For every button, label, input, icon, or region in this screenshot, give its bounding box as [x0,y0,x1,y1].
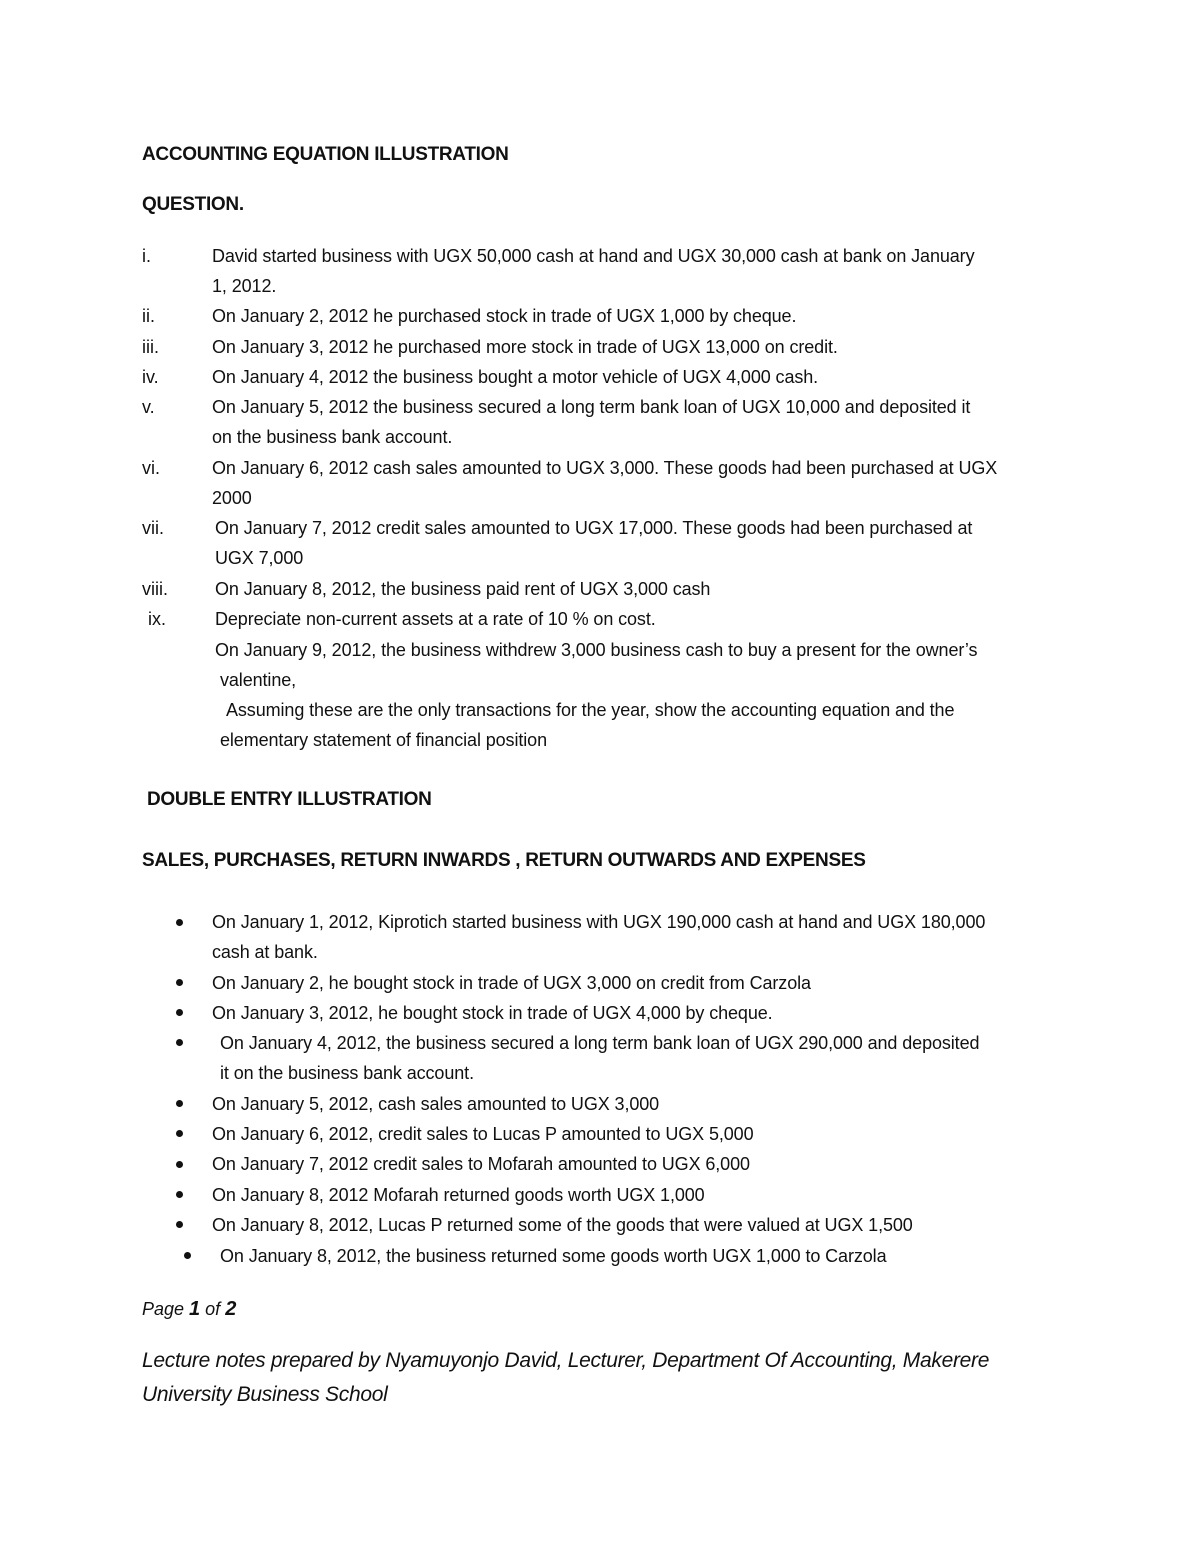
list-numeral: v. [142,397,155,417]
list-numeral: vii. [142,518,164,538]
list-item: On January 3, 2012 he purchased more stock in trade of UGX 13,000 on credit. [212,337,838,357]
list-item: it on the business bank account. [220,1063,474,1083]
bullet-icon [176,1191,183,1198]
page-total: 2 [225,1298,237,1320]
list-item: On January 8, 2012, the business paid rent of UGX 3,000 cash [215,579,711,599]
bullet-icon [176,919,183,926]
bullet-icon [176,1100,183,1107]
list-item: On January 6, 2012 cash sales amounted to UGX 3,000. These goods had been purchased at UGX [212,458,998,478]
page-of-label: of [200,1299,226,1319]
bullet-icon [176,1130,183,1137]
list-item: On January 4, 2012 the business bought a motor vehicle of UGX 4,000 cash. [212,367,819,387]
paragraph-line: valentine, [220,670,297,690]
list-item: On January 5, 2012 the business secured a long term bank loan of UGX 10,000 and deposited it [212,397,971,417]
list-item: On January 5, 2012, cash sales amounted to UGX 3,000 [212,1094,660,1114]
heading-sales-purchases: SALES, PURCHASES, RETURN INWARDS , RETURN OUTWARDS AND EXPENSES [142,850,866,871]
page-label: Page [142,1299,190,1319]
list-item: On January 6, 2012, credit sales to Lucas P amounted to UGX 5,000 [212,1124,754,1144]
list-numeral: i. [142,246,151,266]
bullet-icon [176,1009,183,1016]
heading-question: QUESTION. [142,194,244,215]
list-item: On January 2, he bought stock in trade of UGX 3,000 on credit from Carzola [212,973,811,993]
list-item: On January 1, 2012, Kiprotich started business with UGX 190,000 cash at hand and UGX 180,000 [212,912,986,932]
heading-accounting-equation: ACCOUNTING EQUATION ILLUSTRATION [142,144,509,165]
list-item: On January 3, 2012, he bought stock in trade of UGX 4,000 by cheque. [212,1003,773,1023]
paragraph-line: elementary statement of financial position [220,730,547,750]
list-numeral: iv. [142,367,159,387]
heading-double-entry: DOUBLE ENTRY ILLUSTRATION [147,789,432,810]
list-item: David started business with UGX 50,000 cash at hand and UGX 30,000 cash at bank on January [212,246,975,266]
bullet-icon [176,1039,183,1046]
list-numeral: iii. [142,337,159,357]
credit-line: Lecture notes prepared by Nyamuyonjo David, Lecturer, Department Of Accounting, Makerere [142,1349,990,1372]
list-item: Depreciate non-current assets at a rate of 10 % on cost. [215,609,656,629]
page-current: 1 [189,1298,201,1320]
list-item: On January 7, 2012 credit sales to Mofarah amounted to UGX 6,000 [212,1154,750,1174]
list-item: On January 8, 2012, Lucas P returned some of the goods that were valued at UGX 1,500 [212,1215,913,1235]
list-item: cash at bank. [212,942,318,962]
list-numeral: ix. [148,609,166,629]
credit-line: University Business School [142,1383,388,1406]
paragraph-line: On January 9, 2012, the business withdrew 3,000 business cash to buy a present for the owner’s [215,640,978,660]
list-numeral: vi. [142,458,160,478]
bullet-icon [184,1252,191,1259]
list-item: On January 8, 2012 Mofarah returned goods worth UGX 1,000 [212,1185,705,1205]
list-item: On January 7, 2012 credit sales amounted to UGX 17,000. These goods had been purchased at [215,518,973,538]
list-item: 1, 2012. [212,276,277,296]
list-item: UGX 7,000 [215,548,304,568]
list-numeral: viii. [142,579,168,599]
page-number [142,1298,236,1321]
list-item: on the business bank account. [212,427,453,447]
list-item: On January 4, 2012, the business secured a long term bank loan of UGX 290,000 and deposited [220,1033,980,1053]
list-numeral: ii. [142,306,155,326]
bullet-icon [176,979,183,986]
list-item: 2000 [212,488,252,508]
list-item: On January 2, 2012 he purchased stock in trade of UGX 1,000 by cheque. [212,306,797,326]
list-item: On January 8, 2012, the business returned some goods worth UGX 1,000 to Carzola [220,1246,887,1266]
bullet-icon [176,1161,183,1168]
bullet-icon [176,1221,183,1228]
paragraph-line: Assuming these are the only transactions for the year, show the accounting equation and the [226,700,955,720]
